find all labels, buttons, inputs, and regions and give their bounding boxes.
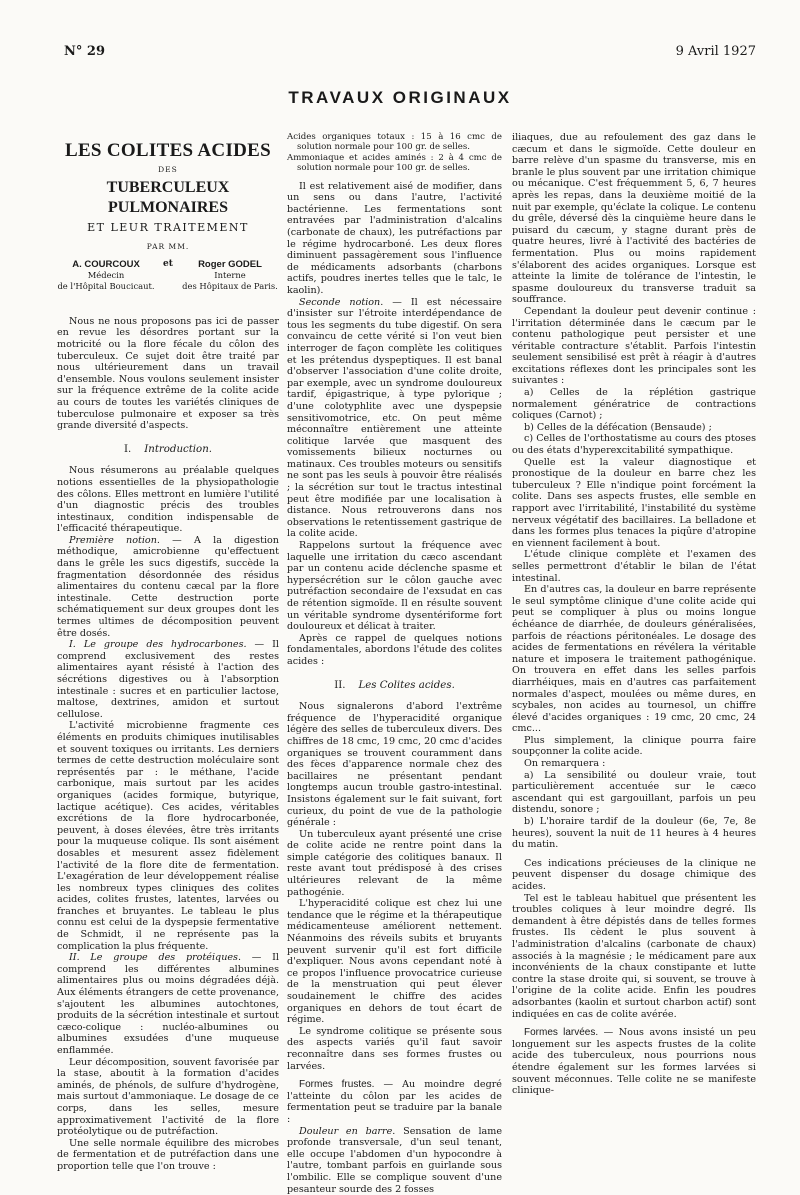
section-title: TRAVAUX ORIGINAUX [288, 88, 512, 107]
article-par: PAR MM. [146, 242, 190, 252]
paragraph [512, 1027, 756, 1097]
authors-et: et [163, 258, 173, 269]
article-title-line2: TUBERCULEUX PULMONAIRES [106, 178, 230, 216]
heading-colites-number: II. [334, 679, 346, 691]
heading-introduction-number: I. [124, 443, 132, 455]
paragraph-body: Sensation de lame profonde transversale, d'un seul tenant, elle occupe l'abdomen d'un hypocondre à l'autre, tombant parfois en guirlande sous l'ombilic. Elle se complique souvent d'une pesanteur sourde des 2 fosses [287, 1125, 503, 1195]
author-1-role2: de l'Hôpital Boucicaut. [57, 280, 155, 291]
paragraph: b) Celles de la défécation (Bensaude) ; [524, 421, 712, 433]
paragraph: b) L'horaire tardif de la douleur (6e, 7e, 8e heures), souvent la nuit de 11 heures à 4 heures du matin. [512, 816, 756, 851]
article-title-block [57, 140, 279, 292]
heading-colites-text: Les Colites acides. [358, 679, 455, 691]
paragraph-body: — Il comprend exclusivement des restes alimentaires ayant résisté à l'action des sécrétions digestives ou à l'absorption intestinale : sucres et en particulier lactose, maltose, dextrines, amidon et surtout cellulose. [57, 639, 279, 720]
paragraph: Nous signalerons d'abord l'extrême fréquence de l'hyperacidité organique légère des selles de tuberculeux divers. Des chiffres de 18 cmc, 19 cmc, 20 cmc d'acides organiques se trouvent couramment dans des fèces d'apparence normale chez des bacillaires ne présentant pendant longtemps aucun trouble gastro-intestinal. Insistons également sur le fait suivant, fort curieux, du point de vue de la pathologie générale : [287, 701, 502, 829]
paragraph: Leur décomposition, souvent favorisée par la stase, aboutit à la formation d'acides aminés, de phénols, de sulfure d'hydrogène, mais surtout d'ammoniaque. Le dosage de ce corps, dans les selles, mesure approximativement l'activité de la flore protéolytique ou de putréfaction. [57, 1056, 279, 1138]
paragraph: Le syndrome colitique se présente sous des aspects variés qu'il faut savoir reconnaître dans ses formes frustes ou larvées. [287, 1025, 502, 1072]
paragraph [57, 639, 279, 720]
paragraph-body: — Il comprend les différentes albumines alimentaires plus ou moins dégradées déjà. Aux éléments étrangers de cette provenance, s'ajoutent les albumines autochtones, produits de la sécrétion intestinale et surtout cæco-colique : nucléo-albumines ou albumines exsudées d'une muqueuse enflammée. [57, 952, 279, 1056]
paragraph: a) La sensibilité ou douleur vraie, tout particulièrement accentuée sur le cæco ascendant qui est gargouillant, parfois un peu distendu, sonore ; [512, 769, 756, 816]
paragraph [57, 952, 279, 1056]
column-1 [57, 132, 279, 1172]
paragraph: Cependant la douleur peut devenir continue : l'irritation déterminée dans le cæcum par le contenu pathologique peut persister et une véritable contracture s'établit. Parfois l'intestin seulement sensibilisé est prêt à réagir à d'autres excitations réflexes dont les principales sont les suivantes : [512, 305, 756, 387]
paragraph: Ces indications précieuses de la clinique ne peuvent dispenser du dosage chimique des acides. [512, 857, 756, 892]
paragraph: Il est relativement aisé de modifier, dans un sens ou dans l'autre, l'activité bactérienne. Les fermentations sont entravées par l'administration d'alcalins (carbonate de chaux), les putréfactions par le régime hydrocarboné. Les deux flores diminuent passagèrement sous l'influence de médicaments adsorbants (charbons actifs, poudres inertes telles que le talc, le kaolin). [287, 180, 502, 296]
paragraph-lead: I. Le groupe des hydrocarbones. [69, 639, 247, 651]
paragraph: Un tuberculeux ayant présenté une crise de colite acide ne rentre point dans la simple catégorie des colitiques banaux. Il reste avant tout prédisposé à des crises ultérieures relevant de la même pathogénie. [287, 828, 502, 898]
author-2-role2: des Hôpitaux de Paris. [182, 280, 278, 291]
paragraph: c) Celles de l'orthostatisme au cours des ptoses ou des états d'hyperexcitabilité sympathique. [512, 433, 756, 457]
paragraph: Plus simplement, la clinique pourra faire soupçonner la colite acide. [512, 734, 756, 758]
formula-note: Acides organiques totaux : 15 à 16 cmc de solution normale pour 100 gr. de selles. [287, 132, 502, 153]
author-2 [181, 259, 279, 292]
author-2-role1: Interne [214, 269, 246, 280]
heading-introduction-text: Introduction. [144, 443, 212, 455]
author-1-role1: Médecin [87, 269, 125, 280]
paragraph [287, 1079, 502, 1125]
paragraph: iliaques, due au refoulement des gaz dans le cæcum et dans le sigmoïde. Cette douleur en barre relève d'un spasme du transverse, mis en branle le plus souvent par une irritation chimique ou mécanique. C'est fréquemment 5, 6, 7 heures après les repas, dans la deuxième moitié de la nuit par exemple, qu'éclate la colique. Le contenu du grêle, déversé dès la cinquième heure dans le puisard du cæcum, y stagne durant près de quatre heures, livré à l'activité des bactéries de fermentation. Plus ou moins rapidement s'élaborent des acides organiques. Lorsque est atteinte la limite de tolérance de l'intestin, le spasme douloureux du transverse traduit sa souffrance. [512, 132, 756, 306]
formula-note: Ammoniaque et acides aminés : 2 à 4 cmc de solution normale pour 100 gr. de selles. [287, 152, 502, 174]
column-3 [512, 132, 756, 1097]
author-1 [57, 259, 155, 292]
article-title-line1: LES COLITES ACIDES [64, 140, 272, 161]
paragraph-body: — Il est nécessaire d'insister sur l'étroite interdépendance de tous les segments du tube digestif. On sera convaincu de cette vérité si l'on veut bien interroger de façon complète les colitiques et les prétendus dyspeptiques. Il est banal d'observer l'association d'une colite droite, par exemple, avec un syndrome douloureux tardif, épigastrique, à type pylorique ; d'une colotyphlite avec une dyspepsie sensitivomotrice, etc. On peut même méconnaître entièrement une atteinte colitique larvée que masquent des vomissements bilieux nocturnes ou matinaux. Ces troubles moteurs ou sensitifs ne sont pas les seuls à pouvoir être réalisés ; la sécrétion sur tout le tractus intestinal peut être modifiée par une localisation à distance. Nous retrouverons dans nos observations le retentissement gastrique de la colite acide. [287, 296, 502, 540]
issue-date: 9 Avril 1927 [675, 44, 756, 59]
paragraph: a) Celles de la réplétion gastrique normalement génératrice de contractions coliques (Carnot) ; [512, 387, 756, 422]
column-2 [287, 132, 503, 1195]
intro-paragraph: Nous ne nous proposons pas ici de passer en revue les désordres portant sur la motricité ou la flore fécale du côlon des tuberculeux. Ce sujet doit être traité par nous ultérieurement dans un travail d'ensemble. Nous voulons seulement insister sur la fréquence extrême de la colite acide au cours de toutes les variétés cliniques de tuberculose pulmonaire et exposer sa très grande diversité d'aspects. [57, 315, 279, 432]
paragraph: Rappelons surtout la fréquence avec laquelle une irritation du cæco ascendant par un contenu acide déclenche spasme et hypersécrétion sur le côlon gauche avec putréfaction secondaire de l'exsudat en cas de rétention sigmoïde. Il en résulte souvent un véritable syndrome dysentériforme fort douloureux et délicat à traiter. [287, 540, 502, 633]
paragraph [57, 535, 279, 639]
paragraph [287, 1126, 502, 1195]
paragraph: En d'autres cas, la douleur en barre représente le seul symptôme clinique d'une colite acide qui peut se compliquer à plus ou moins longue échéance de diarrhée, de douleurs généralisées, parfois de réactions péritonéales. Le dosage des acides de fermentations en révélera la véritable nature et imposera le traitement pathogénique. On trouvera en effet dans les selles parfois diarrhéiques, mais en d'autres cas parfaitement normales d'aspect, moulées ou même dures, en scybales, non acides au tournesol, un chiffre élevé d'acides organiques : 19 cmc, 20 cmc, 24 cmc... [512, 584, 756, 735]
paragraph: Tel est le tableau habituel que présentent les troubles coliques à leur moindre degré. Ils demandent à être dépistés dans de telles formes frustes. Ils cèdent le plus souvent à l'administration d'alcalins (carbonate de chaux) associés à la magnésie ; le médicament pare aux inconvénients de la chaux constipante et lutte contre la stase droite qui, si souvent, se trouve à l'origine de la colite acide. Enfin les poudres adsorbantes (kaolin et surtout charbon actif) sont indiquées en cas de colite avérée. [512, 892, 756, 1020]
paragraph-body: — Nous avons insisté un peu longuement sur les aspects frustes de la colite acide des tuberculeux, nous pourrions nous étendre également sur les formes larvées si souvent méconnues. Telle colite ne se manifeste clinique- [512, 1027, 756, 1097]
article-title-des: DES [158, 165, 178, 174]
paragraph: Nous résumerons au préalable quelques notions essentielles de la physiopathologie des côlons. Elles mettront en lumière l'utilité d'un diagnostic précis des troubles intestinaux, condition indispensable de l'efficacité thérapeutique. [57, 465, 279, 535]
issue-number: N° 29 [64, 44, 105, 59]
paragraph: On remarquera : [524, 758, 606, 770]
heading-colites-acides [287, 680, 502, 692]
paragraph-lead: Douleur en barre. [299, 1125, 396, 1137]
paragraph-body: — A la digestion méthodique, amicrobienne qu'effectuent dans le grêle les sucs digestifs, succède la fragmentation désordonnée des résidus alimentaires du contenu cæcal par la flore intestinale. Cette destruction porte schématiquement sur deux groupes dont les termes ultimes de décomposition peuvent être dosés. [57, 534, 279, 639]
paragraph: Après ce rappel de quelques notions fondamentales, abordons l'étude des colites acides : [287, 632, 502, 667]
paragraph [287, 297, 502, 540]
paragraph-lead: II. Le groupe des protéiques. [69, 952, 242, 964]
paragraph: L'étude clinique complète et l'examen des selles permettront d'établir le bilan de l'état intestinal. [512, 549, 756, 584]
paragraph-lead: Formes frustes. [299, 1079, 375, 1091]
heading-introduction [57, 444, 279, 456]
paragraph-lead: Première notion. [69, 534, 160, 546]
page-header [64, 44, 756, 66]
paragraph-lead: Formes larvées. [524, 1027, 599, 1039]
author-2-name: Roger GODEL [198, 258, 262, 270]
author-1-name: A. COURCOUX [72, 258, 140, 270]
paragraph: Une selle normale équilibre des microbes de fermentation et de putréfaction dans une proportion telle que l'on trouve : [57, 1137, 279, 1172]
paragraph-body: — Au moindre degré l'atteinte du côlon par les acides de fermentation peut se traduire par la banale : [287, 1079, 502, 1125]
authors [57, 259, 279, 292]
paragraph: L'activité microbienne fragmente ces éléments en produits chimiques inutilisables et souvent toxiques ou irritants. Les derniers termes de cette destruction moléculaire sont représentés par : le méthane, l'acide carbonique, mais surtout par les acides organiques (acides formique, butyrique, lactique acétique). Ces acides, véritables excrétions de la flore hydrocarbonée, peuvent, à doses élevées, être très irritants pour la muqueuse colique. Ils sont aisément dosables et mesurent assez fidèlement l'activité de la flore dite de fermentation. L'exagération de leur développement réalise les nombreux types cliniques des colites acides, colites frustes, latentes, larvées ou franches et bruyantes. Le tableau le plus connu est celui de la dyspepsie fermentative de Schmidt, il ne représente pas la complication la plus fréquente. [57, 720, 279, 952]
article-title-line3: ET LEUR TRAITEMENT [87, 220, 249, 234]
paragraph: L'hyperacidité colique est chez lui une tendance que le régime et la thérapeutique médicamenteuse améliorent nettement. Néanmoins des réveils subits et bruyants peuvent survenir qu'il est fort difficile d'expliquer. Nous avons cependant noté à ce propos l'influence provocatrice curieuse de la menstruation qui peut élever soudainement le chiffre des acides organiques en dehors de tout écart de régime. [287, 898, 502, 1026]
paragraph-lead: Seconde notion. [299, 296, 384, 308]
paragraph: Quelle est la valeur diagnostique et pronostique de la douleur en barre chez les tuberculeux ? Elle n'indique point forcément la colite. Dans ses aspects frustes, elle semble en rapport avec l'irritabilité, l'instabilité du système nerveux végétatif des bacillaires. La belladone et dans les formes plus tenaces la piqûre d'atropine en viennent facilement à bout. [512, 456, 756, 549]
